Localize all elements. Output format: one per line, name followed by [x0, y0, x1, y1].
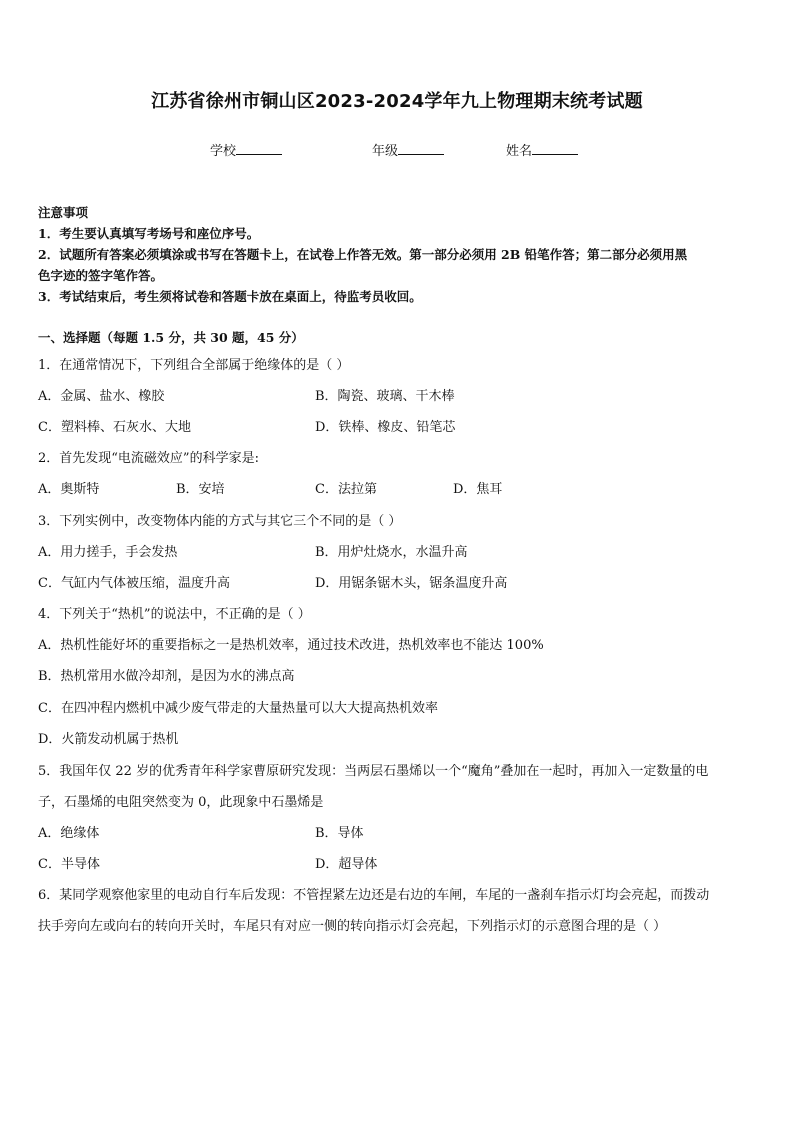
- grade-label: 年级: [372, 144, 399, 159]
- option-d: D．用锯条锯木头，锯条温度升高: [315, 576, 508, 591]
- option-c: C．塑料棒、石灰水、大地: [38, 420, 191, 435]
- option-b: B．安培: [176, 482, 225, 497]
- option-d: D．火箭发动机属于热机: [38, 732, 179, 747]
- question-stem: 1．在通常情况下，下列组合全部属于绝缘体的是（ ）: [38, 358, 350, 373]
- question-stem-cont: 扶手旁向左或向右的转向开关时，车尾只有对应一侧的转向指示灯会亮起，下列指示灯的示意图合理的是（ ）: [38, 919, 667, 934]
- name-blank: [532, 142, 578, 155]
- section-heading: 一、选择题（每题 1.5 分，共 30 题，45 分）: [38, 330, 304, 345]
- option-b: B．导体: [315, 826, 364, 841]
- question-stem: 2．首先发现“电流磁效应”的科学家是:: [38, 451, 259, 466]
- option-a: A．热机性能好坏的重要指标之一是热机效率，通过技术改进，热机效率也不能达 100%: [38, 638, 544, 653]
- option-a: A．奥斯特: [38, 482, 100, 497]
- grade-blank: [398, 142, 444, 155]
- question-stem: 5．我国年仅 22 岁的优秀青年科学家曹原研究发现：当两层石墨烯以一个“魔角”叠加在一起时，再加入一定数量的电: [38, 764, 709, 779]
- option-c: C．半导体: [38, 857, 100, 872]
- school-blank: [236, 142, 282, 155]
- option-c: C．在四冲程内燃机中减少废气带走的大量热量可以大大提高热机效率: [38, 701, 438, 716]
- option-d: D．超导体: [315, 857, 378, 872]
- grade-field: [372, 140, 444, 159]
- notice-item: 2．试题所有答案必须填涂或书写在答题卡上，在试卷上作答无效。第一部分必须用 2B 铅笔作答；第二部分必须用黑: [38, 247, 688, 262]
- school-label: 学校: [210, 144, 237, 159]
- notice-item: 1．考生要认真填写考场号和座位序号。: [38, 226, 260, 241]
- option-c: C．气缸内气体被压缩，温度升高: [38, 576, 230, 591]
- option-d: D．焦耳: [453, 482, 503, 497]
- option-a: A．用力搓手，手会发热: [38, 545, 178, 560]
- school-field: [210, 140, 282, 159]
- notice-item: 色字迹的签字笔作答。: [38, 268, 164, 283]
- notice-item: 3．考试结束后，考生须将试卷和答题卡放在桌面上，待监考员收回。: [38, 289, 422, 304]
- option-b: B．热机常用水做冷却剂，是因为水的沸点高: [38, 669, 295, 684]
- option-b: B．陶瓷、玻璃、干木棒: [315, 389, 455, 404]
- question-stem: 3．下列实例中，改变物体内能的方式与其它三个不同的是（ ）: [38, 514, 402, 529]
- option-a: A．绝缘体: [38, 826, 100, 841]
- name-field: [506, 140, 578, 159]
- question-stem: 4．下列关于“热机”的说法中，不正确的是（ ）: [38, 607, 311, 622]
- option-a: A．金属、盐水、橡胶: [38, 389, 165, 404]
- page-title: 江苏省徐州市铜山区2023-2024学年九上物理期末统考试题: [151, 91, 643, 112]
- option-c: C．法拉第: [315, 482, 377, 497]
- notice-heading: 注意事项: [38, 205, 89, 220]
- option-d: D．铁棒、橡皮、铅笔芯: [315, 420, 456, 435]
- question-stem-cont: 子，石墨烯的电阻突然变为 0，此现象中石墨烯是: [38, 795, 324, 810]
- option-b: B．用炉灶烧水，水温升高: [315, 545, 468, 560]
- question-stem: 6．某同学观察他家里的电动自行车后发现：不管捏紧左边还是右边的车闸，车尾的一盏刹车指示灯均会亮起，而拨动: [38, 888, 710, 903]
- name-label: 姓名: [506, 144, 533, 159]
